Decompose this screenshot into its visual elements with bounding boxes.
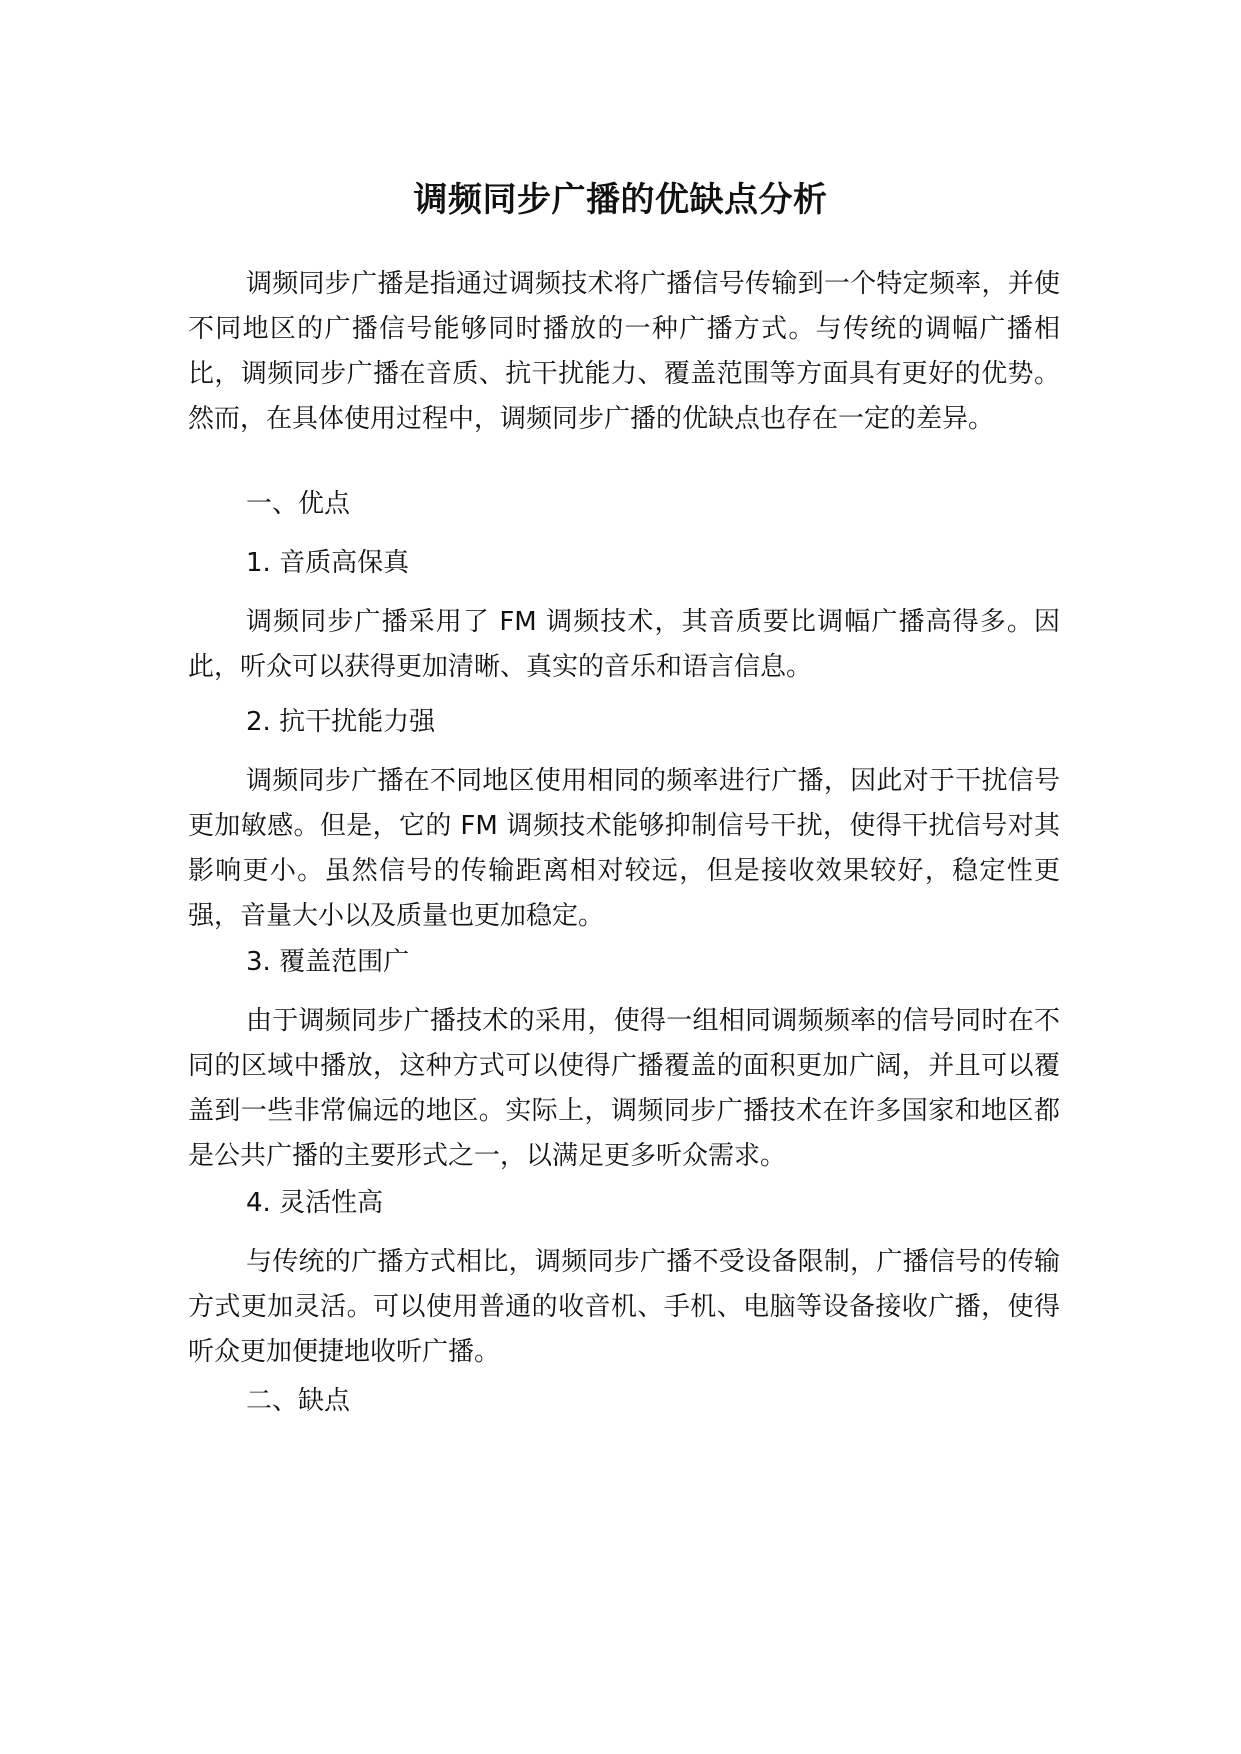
- paragraph-coverage: 由于调频同步广播技术的采用，使得一组相同调频频率的信号同时在不同的区域中播放，这种方式可以使得广播覆盖的面积更加广阔，并且可以覆盖到一些非常偏远的地区。实际上，调频同步广播技术在许多国家和地区都是公共广播的主要形式之一，以满足更多听众需求。: [188, 1006, 1060, 1171]
- section-heading-advantages: 一、优点: [246, 489, 351, 519]
- subheading-coverage: 3. 覆盖范围广: [246, 947, 410, 977]
- subheading-flexibility: 4. 灵活性高: [246, 1188, 384, 1218]
- intro-paragraph: 调频同步广播是指通过调频技术将广播信号传输到一个特定频率，并使不同地区的广播信号能够同时播放的一种广播方式。与传统的调幅广播相比，调频同步广播在音质、抗干扰能力、覆盖范围等方面具有更好的优势。然而，在具体使用过程中，调频同步广播的优缺点也存在一定的差异。: [188, 269, 1060, 434]
- document-title: 调频同步广播的优缺点分析: [413, 180, 828, 220]
- paragraph-sound-quality: 调频同步广播采用了 FM 调频技术，其音质要比调幅广播高得多。因此，听众可以获得更加清晰、真实的音乐和语言信息。: [188, 607, 1060, 682]
- subheading-sound-quality: 1. 音质高保真: [246, 548, 410, 578]
- paragraph-anti-interference: 调频同步广播在不同地区使用相同的频率进行广播，因此对于干扰信号更加敏感。但是，它的 FM 调频技术能够抑制信号干扰，使得干扰信号对其影响更小。虽然信号的传输距离相对较远，但是接收效果较好，稳定性更强，音量大小以及质量也更加稳定。: [188, 766, 1060, 931]
- paragraph-flexibility: 与传统的广播方式相比，调频同步广播不受设备限制，广播信号的传输方式更加灵活。可以使用普通的收音机、手机、电脑等设备接收广播，使得听众更加便捷地收听广播。: [188, 1247, 1060, 1367]
- subheading-anti-interference: 2. 抗干扰能力强: [246, 707, 436, 737]
- section-heading-disadvantages: 二、缺点: [246, 1386, 351, 1416]
